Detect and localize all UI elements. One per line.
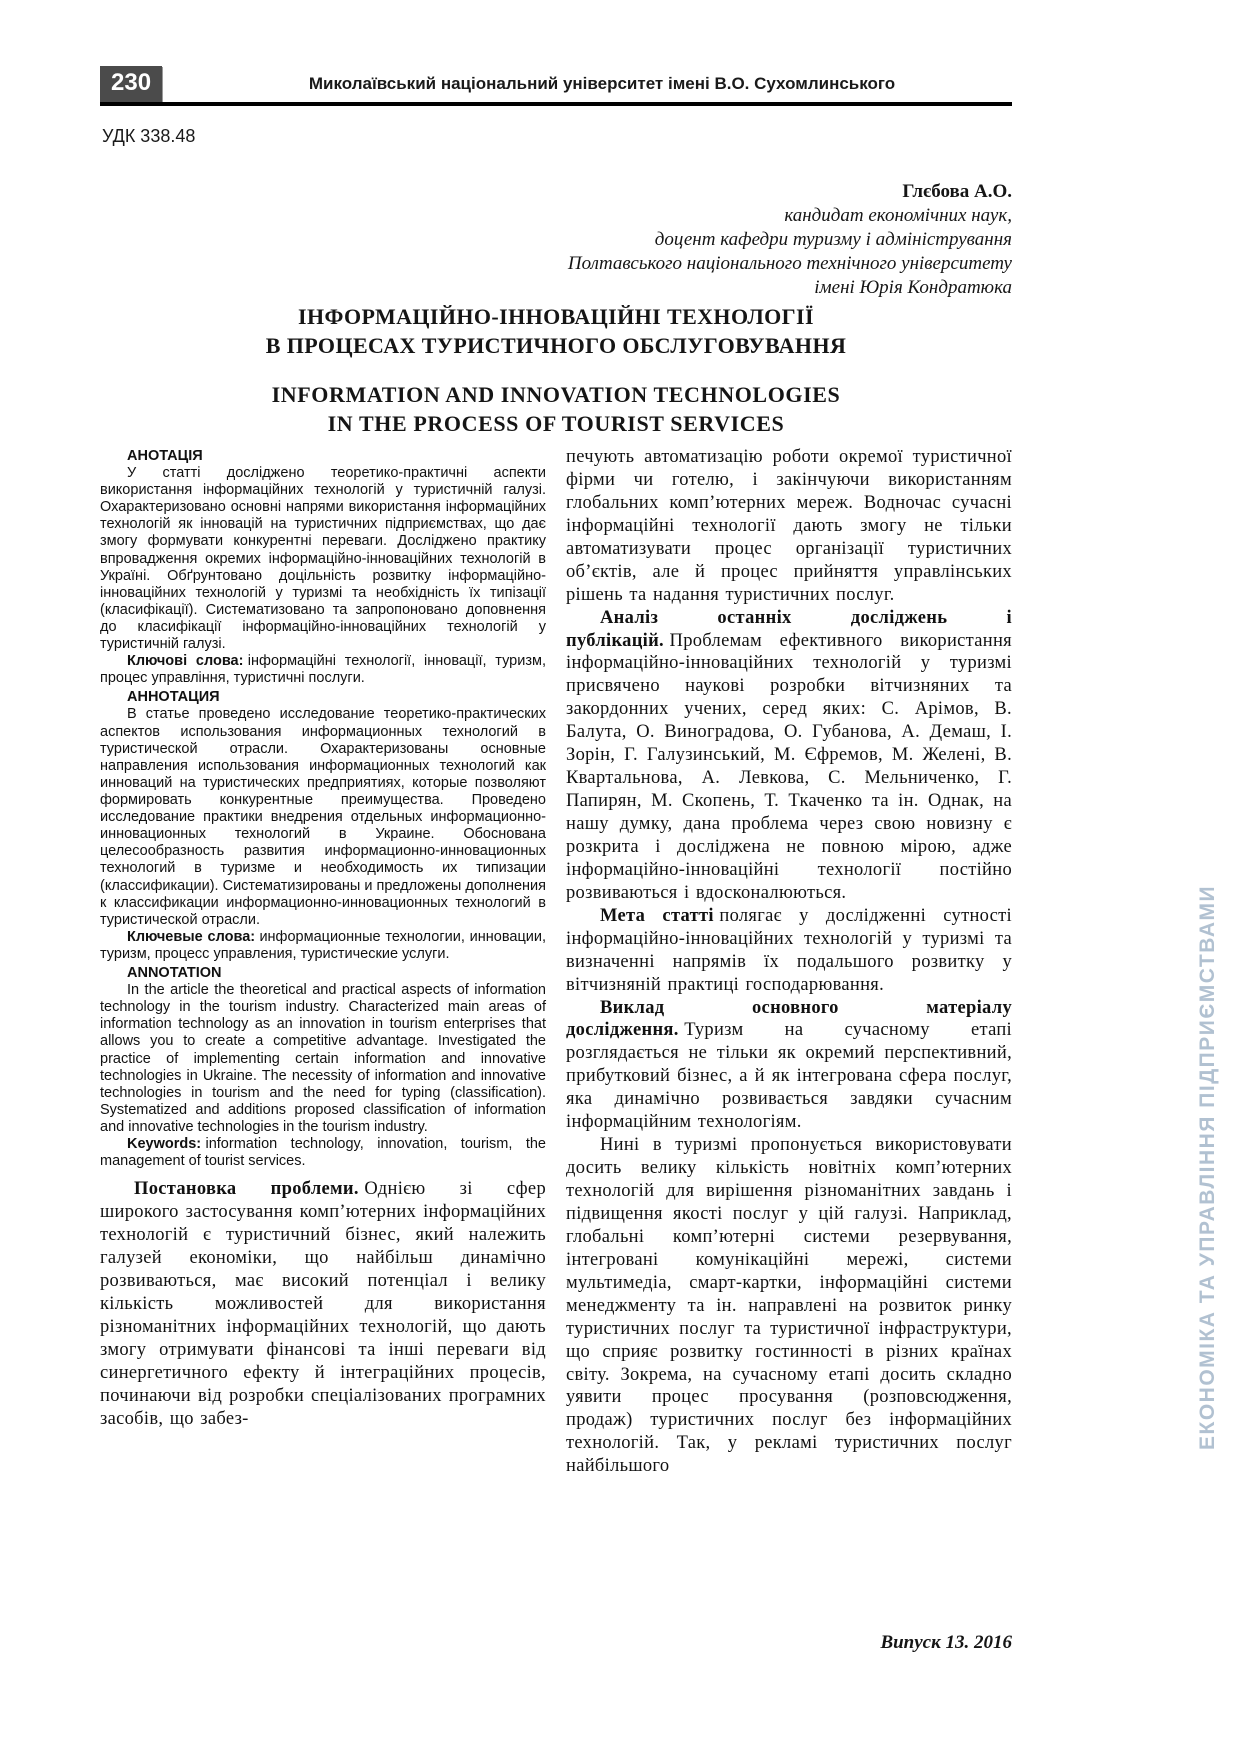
header-rule <box>100 102 1012 106</box>
keywords-text: інформаційні технології, інновації, туризм, процес управління, туристичні послуги. <box>100 653 546 687</box>
running-head-university: Миколаївський національний університет імені В.О. Сухомлинського <box>308 74 896 93</box>
abstract-paragraph: В статье проведено исследование теоретико-практических аспектов использования информационных технологий в туристической отрасли. Охарактеризованы основные направления использования информационных технологий как инноваций на туристических предприятиях, которые позволяют формировать конкурентные преимущества. Проведено исследование практики внедрения отдельных информационно-инновационных технологий в Украине. Обоснована целесообразность развития информационно-инновационных технологий в туризме и необходимость их типизации (классификации). Систематизированы и предложены дополнения к классификации информационно-инновационных технологий в туристической отрасли. <box>100 706 546 928</box>
udc-code: УДК 338.48 <box>102 126 196 146</box>
article-title-en-line2: IN THE PROCESS OF TOURIST SERVICES <box>327 411 785 437</box>
abstract-heading: ANNOTATION <box>127 965 222 982</box>
author-affiliation-2: імені Юрія Кондратюка <box>814 276 1012 298</box>
abstract-heading: АННОТАЦИЯ <box>127 689 220 706</box>
body-paragraph <box>566 1134 1012 1478</box>
keywords-label: Ключевые слова: <box>127 928 256 945</box>
left-column <box>100 446 546 1478</box>
keywords-label: Ключові слова: <box>127 653 244 670</box>
section-side-banner: ЕКОНОМІКА ТА УПРАВЛІННЯ ПІДПРИЄМСТВАМИ <box>1196 884 1219 1450</box>
paragraph-text: полягає у дослідженні сутності інформаційно-інноваційних технологій у туризмі та визначенні напрямів їх подальшого розвитку у вітчизняній практиці господарювання. <box>566 905 1012 995</box>
author-position: доцент кафедри туризму і адміністрування <box>654 228 1012 250</box>
keywords-label: Keywords: <box>127 1136 202 1153</box>
abstract-paragraph: In the article the theoretical and practical aspects of information technology in the tourism industry. Characterized main areas of information technology as an innovation in tourism enterprises that allows you to create a competitive advantage. Investigated the practice of implementing certain information and innovative technologies in Ukraine. The necessity of information and innovative technologies in tourism and the need for typing (classification). Systematized and additions proposed classification of information and innovative technologies in the tourism industry. <box>100 982 546 1135</box>
author-name: Глєбова А.О. <box>902 181 1012 202</box>
article-title-uk <box>100 302 1012 360</box>
body-paragraph <box>100 1178 546 1430</box>
article-title-uk-line1: ІНФОРМАЦІЙНО-ІННОВАЦІЙНІ ТЕХНОЛОГІЇ <box>298 304 814 329</box>
paragraph-lead: Виклад основного матеріалу дослідження. <box>566 997 1012 1041</box>
right-column <box>566 446 1012 1478</box>
keywords-paragraph <box>100 929 546 963</box>
author-degree: кандидат економічних наук, <box>784 204 1012 226</box>
abstract-heading: АНОТАЦІЯ <box>127 448 203 464</box>
paragraph-text: Нині в туризмі пропонується використовувати досить велику кількість новітніх комп’ютерних технологій для вирішення різноманітних завдань і підвищення якості послуг у цій галузі. Наприклад, глобальні комп’ютерні системи резервування, інтегровані комунікаційні мережі, системи мультимедіа, смарт-картки, інформаційні системи менеджменту та ін. направлені на розвиток ринку туристичних послуг та туристичної інфраструктури, що сприяє розвитку гостинності в різних країнах світу. Зокрема, на сучасному етапі досить складно уявити процес просування (розповсюдження, продаж) туристичних послуг без інформаційних технологій. Так, у рекламі туристичних послуг найбільшого <box>566 1135 1012 1477</box>
two-column-body <box>100 446 1012 1478</box>
article-title-uk-line2: В ПРОЦЕСАХ ТУРИСТИЧНОГО ОБСЛУГОВУВАННЯ <box>265 333 847 359</box>
body-paragraph <box>566 905 1012 997</box>
paragraph-text: Туризм на сучасному етапі розглядається не тільки як окремий перспективний, прибутковий бізнес, а й як інтегрована сфера послуг, яка динамічно розвивається завдяки сучасним інформаційним технологіям. <box>566 1020 1012 1133</box>
article-title-en-line1: INFORMATION AND INNOVATION TECHNOLOGIES <box>271 382 841 407</box>
issue-footer: Випуск 13. 2016 <box>880 1632 1012 1653</box>
paragraph-lead: Постановка проблеми. <box>134 1179 359 1200</box>
page-header <box>100 66 1012 102</box>
body-paragraph <box>566 446 1012 607</box>
article-title-en <box>100 380 1012 438</box>
paragraph-text: печують автоматизацію роботи окремої туристичної фірми чи готелю, і закінчуючи використанням глобальних комп’ютерних мереж. Водночас сучасні інформаційні технології дають змогу не тільки автоматизувати процес організації туристичних об’єктів, але й процес прийняття управлінських рішень та надання туристичних послуг. <box>566 447 1012 605</box>
page-number: 230 <box>100 66 162 102</box>
keywords-text: информационные технологии, инновации, туризм, процесс управления, туристические услуги. <box>100 928 546 962</box>
keywords-text: information technology, innovation, tourism, the management of tourist services. <box>100 1136 546 1170</box>
keywords-paragraph <box>100 653 546 687</box>
abstract-paragraph: У статті досліджено теоретико-практичні аспекти використання інформаційних технологій у туристичній галузі. Охарактеризовано основні напрями використання інформаційних технологій як інновацій на туристичних підприємствах, що дає змогу формувати конкурентні переваги. Досліджено практику впровадження окремих інформаційно-інноваційних технологій в Україні. Обґрунтовано доцільність розвитку інформаційно-інноваційних технологій у туризмі та необхідність їх типізації (класифікації). Систематизовано та запропоновано доповнення до класифікації інформаційно-інноваційних технологій у туристичній галузі. <box>100 465 546 653</box>
body-paragraph <box>566 997 1012 1135</box>
keywords-paragraph <box>100 1136 546 1170</box>
body-paragraph <box>566 607 1012 905</box>
author-affiliation: Полтавського національного технічного університету <box>567 252 1012 274</box>
paragraph-lead: Мета статті <box>600 905 714 926</box>
paragraph-lead: Аналіз останніх досліджень і публікацій. <box>566 607 1012 651</box>
paragraph-text: Проблемам ефективного використання інформаційно-інноваційних технологій у туризмі присвячено наукові розробки вітчизняних та закордонних учених, серед яких: С. Арімов, В. Балута, О. Виноградова, О. Губанова, А. Демаш, І. Зорін, Г. Галузинський, М. Єфремов, М. Желені, В. Квартальнова, А. Левкова, С. Мельниченко, Г. Папирян, М. Скопень, Т. Ткаченко та ін. Однак, на нашу думку, дана проблема через свою новизну є розкрита і досліджена не повною мірою, адже інформаційно-інноваційні технології постійно розвиваються і вдосконалюються. <box>566 630 1012 903</box>
paragraph-text: Однією зі сфер широкого застосування комп’ютерних інформаційних технологій є туристичний бізнес, який належить галузей економіки, що найбільш динамічно розвиваються, має високий потенціал і велику кількість можливостей для використання різноманітних інформаційних технологій, що дають змогу отримувати фінансові та інші переваги від синергетичного ефекту й інтеграційних процесів, починаючи від розробки спеціалізованих програмних засобів, що забез- <box>100 1179 546 1429</box>
author-block <box>100 180 1012 300</box>
